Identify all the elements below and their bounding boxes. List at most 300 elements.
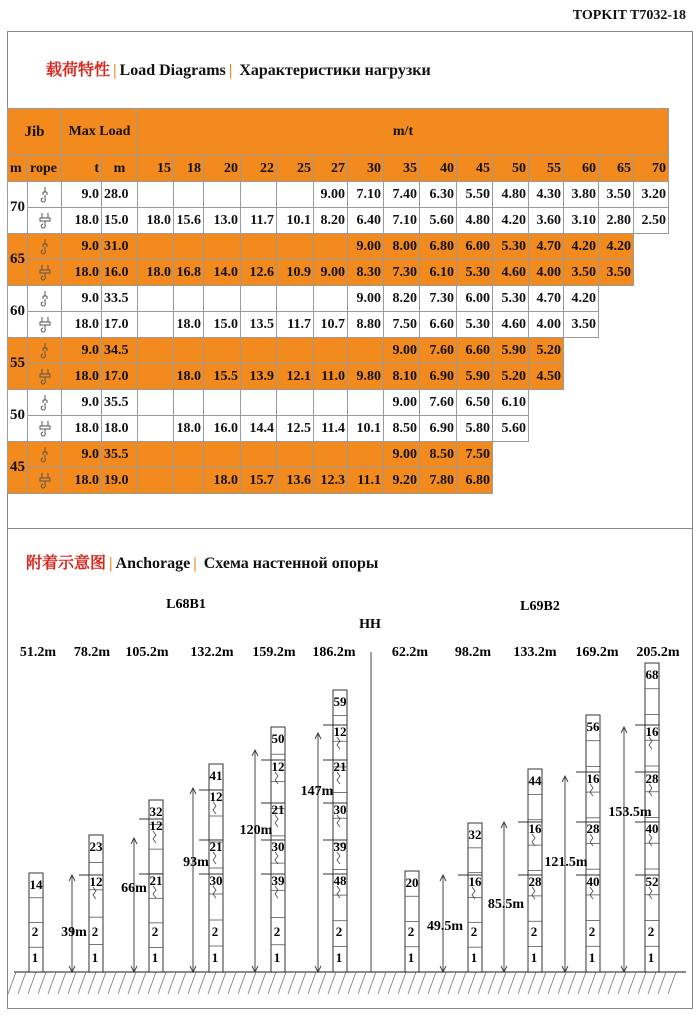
tower-section-number: 2 — [31, 924, 39, 939]
load-cell — [138, 312, 174, 338]
header-t: t — [62, 156, 102, 182]
ground-hatch — [608, 972, 616, 994]
load-cell: 11.0 — [314, 364, 348, 390]
empty-cell — [493, 442, 669, 468]
tower-section-number: 48 — [333, 873, 347, 888]
ground-hatch — [18, 972, 26, 994]
ground-hatch — [338, 972, 346, 994]
load-cell: 6.60 — [457, 338, 493, 364]
header-jib: Jib — [8, 109, 62, 156]
load-cell — [241, 338, 277, 364]
dimension-label: 121.5m — [544, 855, 588, 870]
ground-hatch — [638, 972, 646, 994]
load-cell: 3.50 — [599, 260, 634, 286]
ground-hatch — [548, 972, 556, 994]
load-cell: 8.80 — [348, 312, 384, 338]
tower-section-number: 32 — [149, 804, 163, 819]
tower-height-label: 169.2m — [575, 645, 619, 660]
document-code: TOPKIT T7032-18 — [572, 8, 686, 23]
tower-section-number: 2 — [588, 924, 596, 939]
load-cell — [174, 182, 204, 208]
radius-65: 65 — [599, 156, 634, 182]
load-cell: 7.10 — [348, 182, 384, 208]
max-load-radius: 35.5 — [102, 442, 138, 468]
tower-section-number: 2 — [211, 924, 219, 939]
load-cell: 6.80 — [457, 468, 493, 494]
load-cell: 6.10 — [493, 390, 529, 416]
empty-cell — [529, 390, 669, 416]
empty-cell — [564, 338, 669, 364]
radius-60: 60 — [564, 156, 599, 182]
max-load-radius: 34.5 — [102, 338, 138, 364]
tower-height-label: 186.2m — [312, 645, 356, 660]
tower-section-number: 40 — [586, 874, 600, 889]
load-cell: 8.20 — [314, 208, 348, 234]
header-unit: m/t — [138, 109, 669, 156]
ground-hatch — [268, 972, 276, 994]
tower-height-label: 98.2m — [454, 645, 492, 660]
load-cell: 13.6 — [277, 468, 314, 494]
two-fall-hook-icon — [28, 390, 62, 416]
ground-hatch — [48, 972, 56, 994]
jib-length: 70 — [8, 182, 28, 234]
max-load-radius: 31.0 — [102, 234, 138, 260]
ground-hatch — [568, 972, 576, 994]
radius-35: 35 — [384, 156, 420, 182]
load-row-jib-60-rope-2 — [8, 286, 669, 312]
load-cell — [241, 390, 277, 416]
ground-hatch — [178, 972, 186, 994]
load-cell: 4.00 — [529, 260, 564, 286]
load-cell: 18.0 — [138, 260, 174, 286]
dimension-label: 39m — [61, 925, 87, 940]
load-cell — [277, 442, 314, 468]
tower-section-number: 1 — [211, 950, 219, 965]
tower-section-number: 1 — [335, 950, 343, 965]
ground-hatch — [628, 972, 636, 994]
load-cell: 6.30 — [420, 182, 457, 208]
load-cell: 5.30 — [457, 312, 493, 338]
ground-hatch — [108, 972, 116, 994]
load-cell — [138, 338, 174, 364]
load-cell: 18.0 — [174, 364, 204, 390]
title-separator: | — [193, 555, 197, 572]
load-cell — [174, 338, 204, 364]
max-load-radius: 16.0 — [102, 260, 138, 286]
tower-section-number: 39 — [333, 839, 347, 854]
load-cell: 5.30 — [457, 260, 493, 286]
tower-height-label: 205.2m — [636, 645, 680, 660]
title-russian: Схема настенной опоры — [203, 555, 379, 572]
load-cell: 13.0 — [204, 208, 241, 234]
title-separator: | — [113, 62, 117, 79]
dimension-label: 66m — [121, 881, 147, 896]
ground-hatch — [378, 972, 386, 994]
load-cell: 15.0 — [204, 312, 241, 338]
tower-section-number: 30 — [333, 802, 347, 817]
tower-section-number: 39 — [271, 873, 285, 888]
load-cell: 6.90 — [420, 416, 457, 442]
load-cell — [314, 286, 348, 312]
load-cell: 16.0 — [204, 416, 241, 442]
load-cell: 8.00 — [384, 234, 420, 260]
tower-section-number: 16 — [586, 771, 600, 786]
tower-section-number: 28 — [645, 771, 659, 786]
tower-section-number: 1 — [407, 950, 415, 965]
max-load-radius: 18.0 — [102, 416, 138, 442]
ground-hatch — [348, 972, 356, 994]
ground-hatch — [318, 972, 326, 994]
ground-hatch — [368, 972, 376, 994]
section-divider — [7, 528, 693, 529]
load-cell: 6.80 — [420, 234, 457, 260]
radius-20: 20 — [204, 156, 241, 182]
ground-hatch — [648, 972, 656, 994]
tower-section-number: 16 — [528, 821, 542, 836]
ground-hatch — [8, 972, 16, 994]
load-cell — [277, 390, 314, 416]
tower-section-number: 50 — [271, 731, 285, 746]
ground-hatch — [528, 972, 536, 994]
load-cell: 7.10 — [384, 208, 420, 234]
load-cell — [174, 234, 204, 260]
tower-height-label: 133.2m — [513, 645, 557, 660]
four-fall-hook-icon — [28, 364, 62, 390]
load-cell: 5.20 — [493, 364, 529, 390]
load-cell: 6.90 — [420, 364, 457, 390]
max-load-t: 9.0 — [62, 234, 102, 260]
title-separator: | — [109, 555, 113, 572]
load-cell: 9.00 — [314, 260, 348, 286]
load-cell — [314, 442, 348, 468]
tower-section-number: 1 — [151, 950, 159, 965]
load-cell: 8.20 — [384, 286, 420, 312]
load-cell — [277, 286, 314, 312]
empty-cell — [599, 286, 669, 312]
load-cell: 3.50 — [564, 312, 599, 338]
ground-hatch — [358, 972, 366, 994]
tower-section-number: 21 — [149, 873, 163, 888]
tower-section-number: 68 — [645, 667, 659, 682]
max-load-radius: 28.0 — [102, 182, 138, 208]
ground-hatch — [398, 972, 406, 994]
ground-hatch — [168, 972, 176, 994]
tower-section-number: 16 — [645, 724, 659, 739]
tower-height-label: 51.2m — [19, 645, 57, 660]
max-load-radius: 33.5 — [102, 286, 138, 312]
tower-section-number: 1 — [647, 950, 655, 965]
load-cell: 2.50 — [634, 208, 669, 234]
title-russian: Характеристики нагрузки — [239, 62, 431, 79]
max-load-t: 18.0 — [62, 208, 102, 234]
ground-hatch — [298, 972, 306, 994]
load-cell — [348, 338, 384, 364]
ground-hatch — [158, 972, 166, 994]
tower-section-number: 1 — [31, 950, 39, 965]
load-cell: 3.50 — [564, 260, 599, 286]
title-chinese: 载荷特性 — [46, 62, 111, 79]
load-cell — [204, 442, 241, 468]
tower-section-number: 28 — [528, 874, 542, 889]
right-tower-model-label: L69B2 — [520, 599, 560, 614]
tower-section-number: 2 — [91, 924, 99, 939]
load-cell — [241, 234, 277, 260]
radius-55: 55 — [529, 156, 564, 182]
load-chart-table — [7, 108, 669, 494]
dimension-label: 147m — [300, 784, 334, 799]
load-cell: 15.6 — [174, 208, 204, 234]
load-cell: 18.0 — [204, 468, 241, 494]
ground-hatch — [578, 972, 586, 994]
load-cell: 9.00 — [314, 182, 348, 208]
ground-hatch — [588, 972, 596, 994]
load-cell: 4.50 — [529, 364, 564, 390]
load-cell: 13.5 — [241, 312, 277, 338]
load-cell — [204, 390, 241, 416]
load-cell: 10.7 — [314, 312, 348, 338]
tower-section-number: 12 — [149, 818, 163, 833]
left-tower-model-label: L68B1 — [166, 597, 206, 612]
load-cell: 8.50 — [420, 442, 457, 468]
ground-hatch — [288, 972, 296, 994]
load-cell — [204, 182, 241, 208]
jib-length: 55 — [8, 338, 28, 390]
ground-hatch — [118, 972, 126, 994]
load-cell: 11.1 — [348, 468, 384, 494]
tower-section-number: 1 — [588, 950, 596, 965]
ground-hatch — [388, 972, 396, 994]
ground-hatch — [328, 972, 336, 994]
header-row-1 — [8, 109, 669, 156]
empty-cell — [599, 312, 669, 338]
tower-height-label: 105.2m — [125, 645, 169, 660]
two-fall-hook-icon — [28, 286, 62, 312]
load-cell: 9.20 — [384, 468, 420, 494]
header-rope: rope — [28, 156, 62, 182]
header-m: m — [8, 156, 28, 182]
load-cell: 14.0 — [204, 260, 241, 286]
tower-section-number: 28 — [586, 821, 600, 836]
tower-section-number: 21 — [209, 839, 223, 854]
four-fall-hook-icon — [28, 260, 62, 286]
load-cell — [138, 286, 174, 312]
load-cell: 14.4 — [241, 416, 277, 442]
load-cell: 9.00 — [348, 286, 384, 312]
load-cell: 9.80 — [348, 364, 384, 390]
ground-hatch — [238, 972, 246, 994]
load-cell: 6.50 — [457, 390, 493, 416]
load-row-jib-55-rope-4 — [8, 364, 669, 390]
load-cell: 4.30 — [529, 182, 564, 208]
empty-cell — [493, 468, 669, 494]
load-cell: 4.20 — [599, 234, 634, 260]
load-row-jib-55-rope-2 — [8, 338, 669, 364]
max-load-t: 9.0 — [62, 286, 102, 312]
ground-hatch — [598, 972, 606, 994]
tower-height-label: 132.2m — [190, 645, 234, 660]
radius-18: 18 — [174, 156, 204, 182]
ground-hatch — [558, 972, 566, 994]
ground-hatch — [218, 972, 226, 994]
dimension-label: 93m — [183, 855, 209, 870]
load-cell: 4.00 — [529, 312, 564, 338]
tower-section-number: 12 — [271, 759, 285, 774]
load-row-jib-65-rope-2 — [8, 234, 669, 260]
load-cell: 5.90 — [457, 364, 493, 390]
load-row-jib-70-rope-4 — [8, 208, 669, 234]
load-cell — [204, 234, 241, 260]
tower-section-number: 23 — [89, 839, 103, 854]
two-fall-hook-icon — [28, 442, 62, 468]
ground-hatch — [28, 972, 36, 994]
tower-height-label: 62.2m — [391, 645, 429, 660]
header-m: m — [102, 156, 138, 182]
ground-hatch — [78, 972, 86, 994]
ground-hatch — [508, 972, 516, 994]
dimension-label: 49.5m — [426, 919, 464, 934]
radius-40: 40 — [420, 156, 457, 182]
load-cell — [314, 338, 348, 364]
two-fall-hook-icon — [28, 234, 62, 260]
load-cell: 4.80 — [457, 208, 493, 234]
max-load-t: 18.0 — [62, 364, 102, 390]
load-cell: 5.60 — [420, 208, 457, 234]
max-load-radius: 17.0 — [102, 312, 138, 338]
load-cell: 4.20 — [493, 208, 529, 234]
load-cell: 13.9 — [241, 364, 277, 390]
max-load-t: 18.0 — [62, 312, 102, 338]
load-cell: 10.1 — [348, 416, 384, 442]
tower-section-number: 32 — [468, 827, 482, 842]
tower-section-number: 44 — [528, 773, 542, 788]
ground-hatch — [658, 972, 666, 994]
ground-hatch — [518, 972, 526, 994]
four-fall-hook-icon — [28, 312, 62, 338]
load-cell — [277, 182, 314, 208]
load-row-jib-65-rope-4 — [8, 260, 669, 286]
ground-hatch — [198, 972, 206, 994]
tower-section-number: 21 — [271, 802, 285, 817]
dimension-label: 120m — [239, 823, 273, 838]
load-cell: 15.5 — [204, 364, 241, 390]
ground-hatch — [458, 972, 466, 994]
load-cell: 5.30 — [493, 234, 529, 260]
load-cell: 8.50 — [384, 416, 420, 442]
load-cell: 18.0 — [174, 312, 204, 338]
tower-section-number: 1 — [530, 950, 538, 965]
load-cell — [241, 182, 277, 208]
load-cell: 6.10 — [420, 260, 457, 286]
ground-hatch — [98, 972, 106, 994]
load-cell: 3.10 — [564, 208, 599, 234]
ground-hatch — [58, 972, 66, 994]
tower-section-number: 1 — [470, 950, 478, 965]
max-load-t: 9.0 — [62, 390, 102, 416]
load-diagrams-title — [46, 57, 431, 80]
ground-hatch — [278, 972, 286, 994]
load-cell: 8.10 — [384, 364, 420, 390]
load-cell — [138, 234, 174, 260]
max-load-t: 18.0 — [62, 260, 102, 286]
ground-hatch — [138, 972, 146, 994]
max-load-t: 9.0 — [62, 338, 102, 364]
load-cell: 9.00 — [384, 338, 420, 364]
load-cell — [348, 390, 384, 416]
ground-hatch — [448, 972, 456, 994]
four-fall-hook-icon — [28, 416, 62, 442]
load-cell: 12.5 — [277, 416, 314, 442]
load-cell: 4.20 — [564, 286, 599, 312]
empty-cell — [564, 364, 669, 390]
tower-section-number: 2 — [530, 924, 538, 939]
ground-hatch — [128, 972, 136, 994]
load-cell — [174, 468, 204, 494]
max-load-radius: 35.5 — [102, 390, 138, 416]
tower-section-number: 2 — [647, 924, 655, 939]
radius-70: 70 — [634, 156, 669, 182]
load-cell: 3.80 — [564, 182, 599, 208]
dimension-label: 85.5m — [487, 897, 525, 912]
jib-length: 50 — [8, 390, 28, 442]
load-cell: 6.40 — [348, 208, 384, 234]
empty-cell — [634, 234, 669, 260]
anchorage-diagram — [0, 590, 700, 1018]
radius-15: 15 — [138, 156, 174, 182]
ground-hatch — [228, 972, 236, 994]
load-cell — [277, 234, 314, 260]
ground-hatch — [428, 972, 436, 994]
tower-section-number: 2 — [151, 924, 159, 939]
load-cell — [277, 338, 314, 364]
tower-height-label: 78.2m — [73, 645, 111, 660]
load-cell: 5.90 — [493, 338, 529, 364]
tower-section-number: 40 — [645, 821, 659, 836]
empty-cell — [529, 416, 669, 442]
tower-section-number: 30 — [209, 873, 223, 888]
load-cell: 4.60 — [493, 312, 529, 338]
load-cell: 10.9 — [277, 260, 314, 286]
two-fall-hook-icon — [28, 182, 62, 208]
load-cell: 4.20 — [564, 234, 599, 260]
load-cell — [204, 286, 241, 312]
jib-length: 65 — [8, 234, 28, 286]
tower-section-number: 2 — [407, 924, 415, 939]
tower-section-number: 2 — [335, 924, 343, 939]
tower-section-number: 59 — [333, 694, 347, 709]
tower-section-number: 14 — [29, 877, 43, 892]
load-cell — [138, 468, 174, 494]
load-cell: 7.60 — [420, 338, 457, 364]
load-cell — [138, 182, 174, 208]
jib-length: 60 — [8, 286, 28, 338]
tower-section-number: 41 — [209, 768, 223, 783]
ground-hatch — [38, 972, 46, 994]
load-cell — [174, 442, 204, 468]
radius-50: 50 — [493, 156, 529, 182]
load-row-jib-45-rope-4 — [8, 468, 669, 494]
center-label: HH — [359, 617, 381, 632]
load-cell: 5.80 — [457, 416, 493, 442]
load-cell: 7.80 — [420, 468, 457, 494]
load-row-jib-70-rope-2 — [8, 182, 669, 208]
load-cell: 5.20 — [529, 338, 564, 364]
max-load-t: 18.0 — [62, 416, 102, 442]
title-chinese: 附着示意图 — [26, 555, 107, 572]
load-cell: 5.30 — [493, 286, 529, 312]
load-cell: 11.4 — [314, 416, 348, 442]
max-load-t: 18.0 — [62, 468, 102, 494]
load-cell: 7.50 — [457, 442, 493, 468]
